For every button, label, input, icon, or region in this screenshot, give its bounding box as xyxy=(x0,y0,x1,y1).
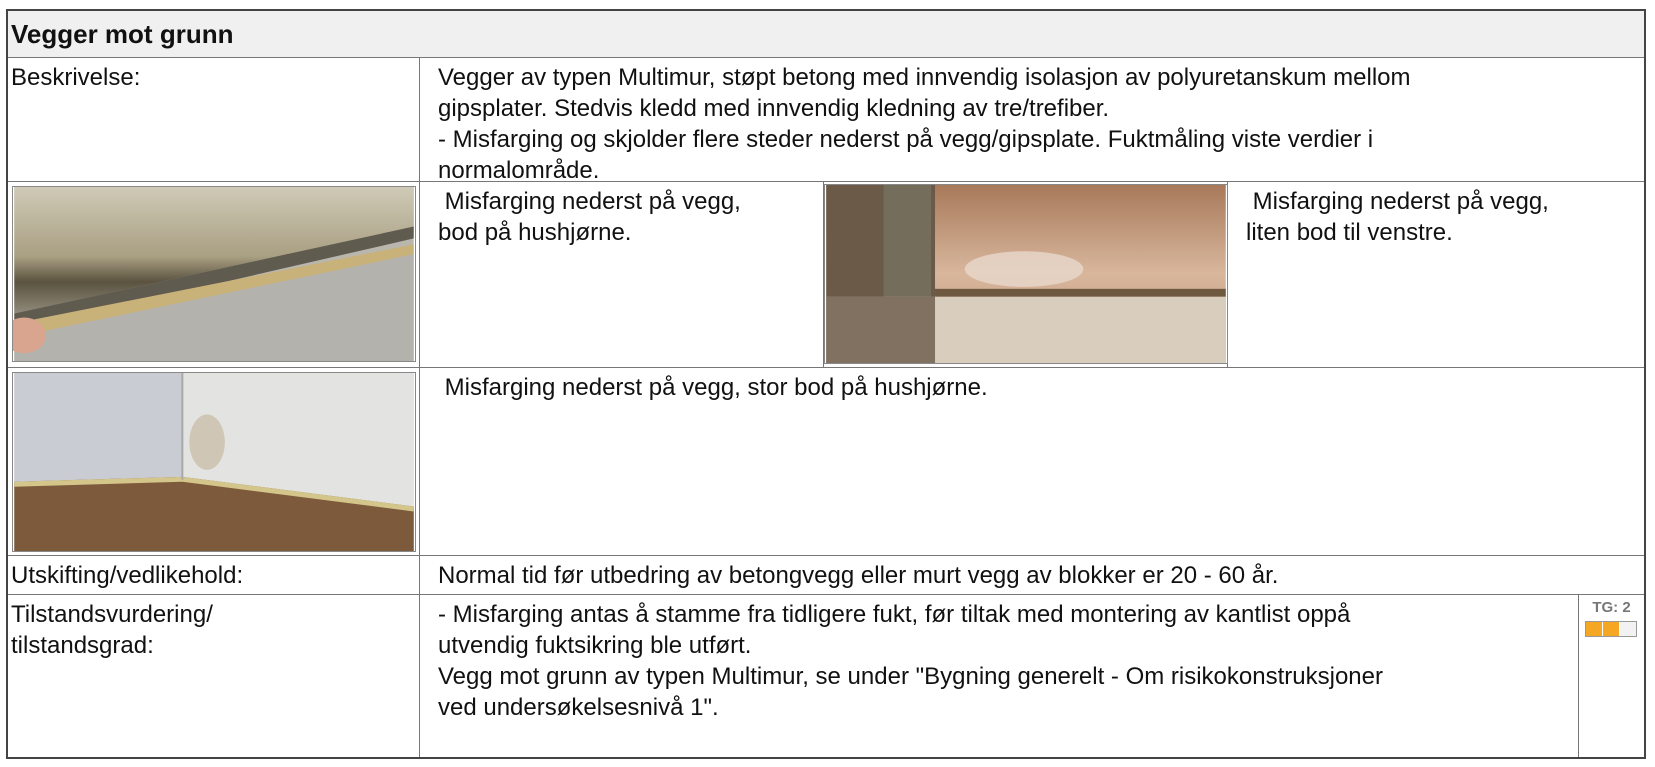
condition-row xyxy=(8,595,1644,757)
report-section xyxy=(6,9,1646,759)
condition-line: ved undersøkelsesnivå 1". xyxy=(438,694,719,721)
photo-caption-cell-3 xyxy=(420,368,1644,555)
photo-caption-cell-2 xyxy=(1228,182,1644,367)
description-row xyxy=(8,58,1644,182)
condition-text xyxy=(420,595,1578,757)
photo-caption-line: Misfarging nederst på vegg, stor bod på hushjørne. xyxy=(438,374,988,401)
condition-grade-segment xyxy=(1620,622,1636,636)
description-line: normalområde. xyxy=(438,157,600,184)
photo-wall-discoloration-pipe[interactable] xyxy=(824,184,1228,364)
condition-grade-box xyxy=(1578,595,1644,757)
description-line: Vegger av typen Multimur, støpt betong med innvendig isolasjon av polyuretanskum mellom xyxy=(438,64,1411,91)
description-label: Beskrivelse: xyxy=(8,58,420,181)
photo-wall-discoloration-corner[interactable] xyxy=(12,186,416,362)
condition-label-line: Tilstandsvurdering/ xyxy=(11,601,213,628)
photo-caption-line: bod på hushjørne. xyxy=(438,219,632,246)
photo-caption-line: Misfarging nederst på vegg, xyxy=(1246,188,1549,215)
photo-caption-cell-1 xyxy=(420,182,824,367)
section-title: Vegger mot grunn xyxy=(8,11,1644,58)
condition-grade-bar xyxy=(1585,621,1637,637)
description-line: gipsplater. Stedvis kledd med innvendig kledning av tre/trefiber. xyxy=(438,95,1110,122)
photo-row-2 xyxy=(8,368,1644,556)
description-text xyxy=(420,58,1644,184)
photo-caption-line: Misfarging nederst på vegg, xyxy=(438,188,741,215)
maintenance-text: Normal tid før utbedring av betongvegg eller murt vegg av blokker er 20 - 60 år. xyxy=(438,562,1279,589)
condition-grade-label: TG: 2 xyxy=(1592,599,1631,616)
maintenance-row xyxy=(8,556,1644,595)
photo-row-1 xyxy=(8,182,1644,368)
photo-cell-1 xyxy=(8,182,420,367)
photo-cell-2 xyxy=(824,182,1228,367)
photo-cell-3 xyxy=(8,368,420,555)
description-line: - Misfarging og skjolder flere steder nederst på vegg/gipsplate. Fuktmåling viste verdier i xyxy=(438,126,1374,153)
condition-line: utvendig fuktsikring ble utført. xyxy=(438,632,752,659)
condition-line: Vegg mot grunn av typen Multimur, se under "Bygning generelt - Om risikokonstruksjoner xyxy=(438,663,1383,690)
photo-caption-line: liten bod til venstre. xyxy=(1246,219,1453,246)
condition-grade-segment xyxy=(1603,622,1620,636)
photo-wall-discoloration-floor[interactable] xyxy=(12,372,416,552)
condition-line: - Misfarging antas å stamme fra tidligere fukt, før tiltak med montering av kantlist oppå xyxy=(438,601,1351,628)
maintenance-label: Utskifting/vedlikehold: xyxy=(8,556,420,594)
condition-label xyxy=(8,595,420,757)
condition-grade-segment xyxy=(1586,622,1603,636)
condition-label-line: tilstandsgrad: xyxy=(11,632,154,659)
